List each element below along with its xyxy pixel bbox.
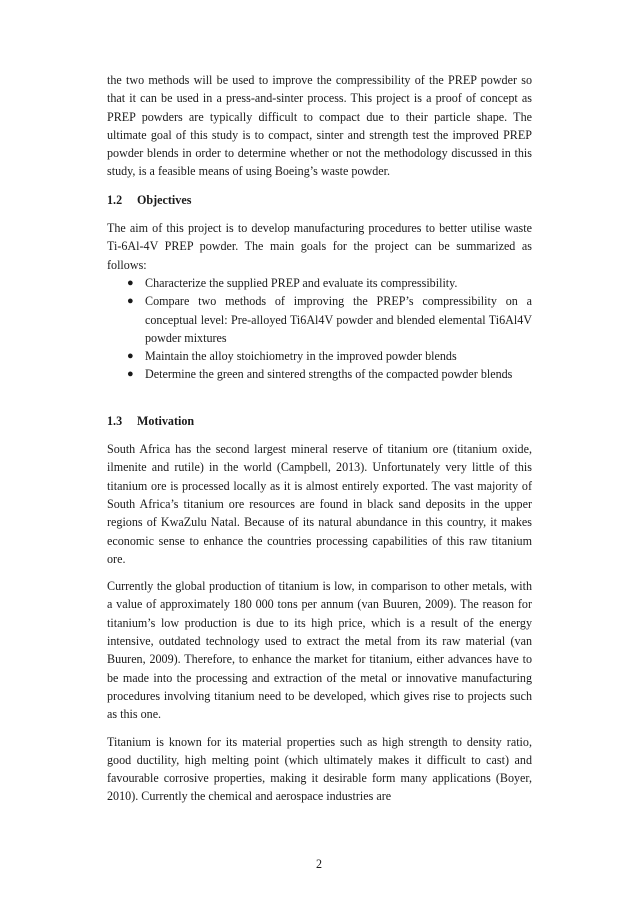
list-item-text: Maintain the alloy stoichiometry in the improved powder blends: [145, 349, 457, 364]
motivation-paragraph-2: Currently the global production of titanium is low, in comparison to other metals, with a value of approximately 180 000 tons per annum (van Buuren, 2009). The reason for titanium’s low production is due to its high price, which is a result of the energy intensive, outdated technology used to extract the metal from its raw material (van Buuren, 2009). Therefore, to enhance the market for titanium, either advances have to be made into the processing and extraction of the metal or innovative manufacturing procedures involving titanium need to be developed, which gives rise to projects such as this one.: [107, 579, 532, 722]
motivation-section-title: Motivation: [137, 413, 195, 428]
bullet-icon: ●: [127, 368, 134, 381]
page-number: 2: [315, 857, 323, 871]
list-item-text: Compare two methods of improving the PREP’s compressibility on a conceptual level: Pre-alloyed Ti6Al4V powder and blended elemental Ti6Al4V powder mixtures: [145, 294, 532, 345]
list-item: [107, 347, 532, 365]
bullet-icon: ●: [127, 295, 134, 308]
objectives-list: [107, 274, 532, 384]
objectives-paragraph: The aim of this project is to develop manufacturing procedures to better utilise waste Ti-6Al-4V PREP powder. The main goals for the project can be summarized as follows:: [107, 221, 532, 272]
motivation-paragraph-1: South Africa has the second largest mineral reserve of titanium ore (titanium oxide, ilmenite and rutile) in the world (Campbell, 2013). Unfortunately very little of this titanium ore is processed locally as it is almost entirely exported. The vast majority of South Africa’s titanium ore resources are found in black sand deposits in the upper regions of KwaZulu Natal. Because of its natural abundance in this country, it makes economic sense to enhance the countries processing capabilities of this raw titanium ore.: [107, 442, 532, 566]
motivation-section-number: 1.3: [107, 413, 123, 428]
objectives-section-title: Objectives: [137, 192, 192, 207]
list-item: [107, 292, 532, 347]
page-body: [107, 71, 532, 806]
bullet-icon: ●: [127, 276, 134, 289]
intro-paragraph: the two methods will be used to improve the compressibility of the PREP powder so that it can be used in a press-and-sinter process. This project is a proof of concept as PREP powders are typically difficult to compact due to their particle shape. The ultimate goal of this study is to compact, sinter and strength test the improved PREP powder blends in order to determine whether or not the methodology discussed in this study, is a feasible means of using Boeing’s waste powder.: [107, 73, 532, 179]
objectives-heading: [107, 191, 532, 209]
bullet-icon: ●: [127, 350, 134, 363]
list-item: [107, 365, 532, 383]
list-item-text: Determine the green and sintered strengths of the compacted powder blends: [145, 367, 513, 382]
motivation-heading: [107, 412, 532, 430]
motivation-paragraph-3: Titanium is known for its material properties such as high strength to density ratio, good ductility, high melting point (which ultimately makes it difficult to cast) and favourable corrosive properties, making it desirable form many applications (Boyer, 2010). Currently the chemical and aerospace industries are: [107, 734, 532, 804]
list-item: [107, 274, 532, 292]
list-item-text: Characterize the supplied PREP and evaluate its compressibility.: [145, 275, 458, 290]
objectives-section-number: 1.2: [107, 192, 123, 207]
